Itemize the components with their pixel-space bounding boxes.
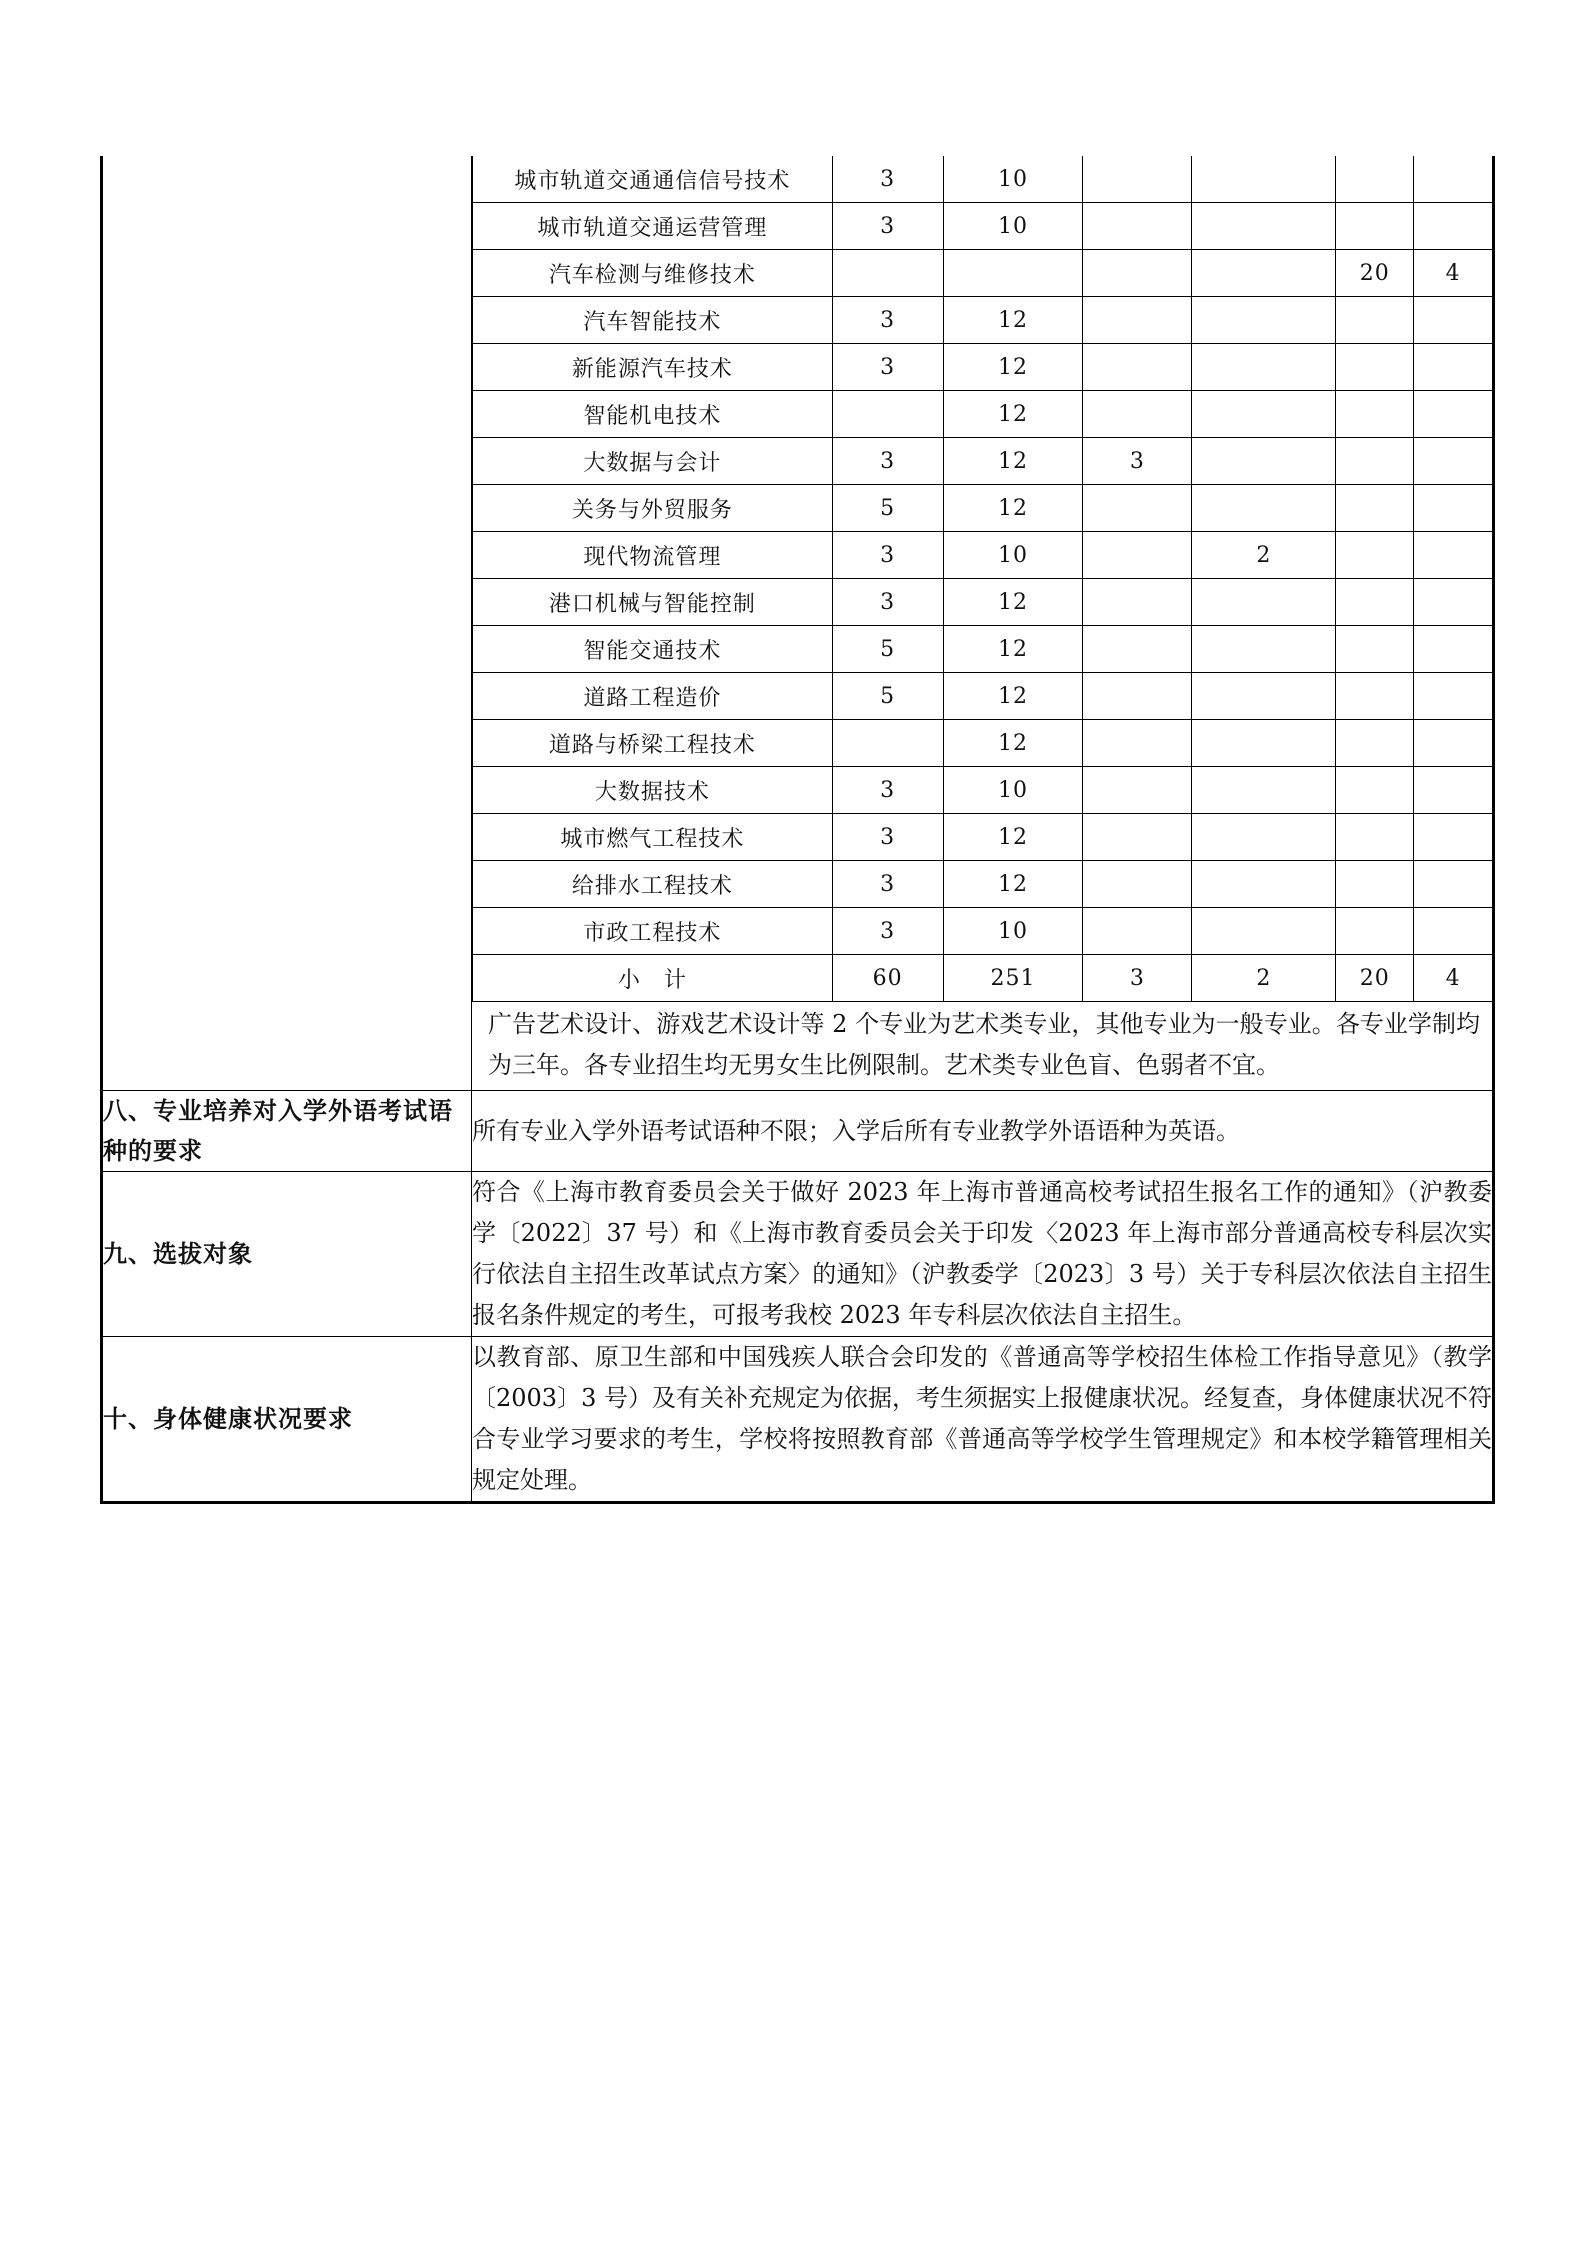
quota-cell: 3 — [832, 908, 943, 955]
major-name-cell: 汽车检测与维修技术 — [473, 250, 833, 297]
quota-cell — [1414, 485, 1492, 532]
quota-cell — [1192, 485, 1336, 532]
quota-cell — [1336, 203, 1414, 250]
quota-cell — [1414, 720, 1492, 767]
quota-cell — [1192, 391, 1336, 438]
major-name-cell: 汽车智能技术 — [473, 297, 833, 344]
quota-cell: 3 — [832, 203, 943, 250]
quota-cell — [1083, 485, 1192, 532]
major-name-cell: 城市燃气工程技术 — [473, 814, 833, 861]
quota-cell: 5 — [832, 485, 943, 532]
quota-cell — [1336, 767, 1414, 814]
table-row — [473, 955, 1493, 1002]
quota-cell: 3 — [1083, 955, 1192, 1002]
major-name-cell: 智能机电技术 — [473, 391, 833, 438]
table-row — [473, 297, 1493, 344]
quota-cell — [1414, 861, 1492, 908]
major-name-cell: 市政工程技术 — [473, 908, 833, 955]
major-name-cell: 大数据与会计 — [473, 438, 833, 485]
quota-cell — [1083, 156, 1192, 203]
section-text-10: 以教育部、原卫生部和中国残疾人联合会印发的《普通高等学校招生体检工作指导意见》（教学〔2003〕3 号）及有关补充规定为依据，考生须据实上报健康状况。经复查，身体健康状况不符合专业学习要求的考生，学校将按照教育部《普通高等学校学生管理规定》和本校学籍管理相关规定处理。 — [472, 1337, 1494, 1503]
document-page — [100, 156, 1492, 1504]
quota-cell: 3 — [832, 579, 943, 626]
quota-cell — [1414, 908, 1492, 955]
majors-row — [102, 156, 1494, 1091]
admission-info-table — [100, 156, 1495, 1504]
quota-cell — [1083, 814, 1192, 861]
quota-cell — [1083, 344, 1192, 391]
quota-cell: 2 — [1192, 532, 1336, 579]
major-name-cell: 大数据技术 — [473, 767, 833, 814]
quota-cell — [1192, 344, 1336, 391]
quota-cell — [1336, 814, 1414, 861]
quota-cell: 5 — [832, 626, 943, 673]
quota-cell: 3 — [832, 814, 943, 861]
quota-cell — [1414, 156, 1492, 203]
section-row-10 — [102, 1337, 1494, 1503]
table-row — [473, 673, 1493, 720]
majors-right-cell — [472, 156, 1494, 1091]
quota-cell — [1414, 203, 1492, 250]
quota-cell: 60 — [832, 955, 943, 1002]
table-row — [473, 861, 1493, 908]
quota-cell: 10 — [943, 203, 1083, 250]
quota-cell — [1083, 626, 1192, 673]
quota-cell — [1336, 344, 1414, 391]
major-name-cell: 道路工程造价 — [473, 673, 833, 720]
quota-cell — [1083, 908, 1192, 955]
quota-cell — [1414, 579, 1492, 626]
quota-cell — [1083, 767, 1192, 814]
quota-cell — [1192, 438, 1336, 485]
quota-cell — [1414, 438, 1492, 485]
quota-cell: 5 — [832, 673, 943, 720]
quota-cell — [1192, 250, 1336, 297]
quota-cell — [1083, 297, 1192, 344]
table-row — [473, 908, 1493, 955]
quota-cell: 12 — [943, 861, 1083, 908]
major-name-cell: 给排水工程技术 — [473, 861, 833, 908]
majors-left-cell — [102, 156, 472, 1091]
section-label-9: 九、选拔对象 — [102, 1172, 472, 1337]
section-text-8: 所有专业入学外语考试语种不限；入学后所有专业教学外语语种为英语。 — [472, 1091, 1494, 1172]
quota-cell — [1083, 673, 1192, 720]
quota-cell: 3 — [832, 861, 943, 908]
quota-cell: 20 — [1336, 955, 1414, 1002]
major-name-cell: 新能源汽车技术 — [473, 344, 833, 391]
table-row — [473, 532, 1493, 579]
quota-cell — [1192, 908, 1336, 955]
quota-cell: 12 — [943, 344, 1083, 391]
quota-cell — [1414, 344, 1492, 391]
major-name-cell: 城市轨道交通运营管理 — [473, 203, 833, 250]
quota-cell — [1083, 579, 1192, 626]
quota-cell: 12 — [943, 485, 1083, 532]
quota-cell — [1083, 391, 1192, 438]
quota-cell — [1336, 532, 1414, 579]
quota-cell — [832, 250, 943, 297]
quota-cell: 3 — [832, 156, 943, 203]
section-label-10: 十、身体健康状况要求 — [102, 1337, 472, 1503]
quota-cell — [1192, 861, 1336, 908]
quota-cell — [1083, 532, 1192, 579]
quota-cell: 12 — [943, 391, 1083, 438]
quota-cell: 10 — [943, 532, 1083, 579]
quota-cell — [832, 391, 943, 438]
table-row — [473, 720, 1493, 767]
quota-cell — [1414, 673, 1492, 720]
quota-cell — [1192, 297, 1336, 344]
table-row — [473, 391, 1493, 438]
quota-cell — [1336, 485, 1414, 532]
major-name-cell: 小 计 — [473, 955, 833, 1002]
quota-cell — [1192, 626, 1336, 673]
quota-cell: 12 — [943, 297, 1083, 344]
quota-cell — [943, 250, 1083, 297]
quota-cell — [1336, 156, 1414, 203]
table-row — [473, 203, 1493, 250]
major-name-cell: 道路与桥梁工程技术 — [473, 720, 833, 767]
quota-cell — [1336, 626, 1414, 673]
quota-cell: 12 — [943, 438, 1083, 485]
quota-cell: 3 — [832, 532, 943, 579]
table-row — [473, 767, 1493, 814]
quota-cell: 10 — [943, 156, 1083, 203]
table-row — [473, 438, 1493, 485]
section-label-8: 八、专业培养对入学外语考试语种的要求 — [102, 1091, 472, 1172]
section-text-9: 符合《上海市教育委员会关于做好 2023 年上海市普通高校考试招生报名工作的通知》（沪教委学〔2022〕37 号）和《上海市教育委员会关于印发〈2023 年上海市部分普通高校专科层次实行依法自主招生改革试点方案〉的通知》（沪教委学〔2023〕3 号）关于专科层次依法自主招生报名条件规定的考生，可报考我校 2023 年专科层次依法自主招生。 — [472, 1172, 1494, 1337]
quota-cell — [1414, 814, 1492, 861]
quota-cell — [1336, 908, 1414, 955]
quota-cell — [1192, 720, 1336, 767]
quota-cell — [1336, 673, 1414, 720]
major-name-cell: 城市轨道交通通信信号技术 — [473, 156, 833, 203]
quota-cell: 10 — [943, 908, 1083, 955]
quota-cell: 3 — [832, 767, 943, 814]
quota-cell — [1192, 814, 1336, 861]
quota-cell: 3 — [1083, 438, 1192, 485]
quota-cell: 12 — [943, 673, 1083, 720]
quota-cell: 20 — [1336, 250, 1414, 297]
quota-cell — [1414, 626, 1492, 673]
quota-cell — [1192, 203, 1336, 250]
table-row — [473, 250, 1493, 297]
section-row-8 — [102, 1091, 1494, 1172]
quota-cell: 251 — [943, 955, 1083, 1002]
table-row — [473, 814, 1493, 861]
quota-cell: 2 — [1192, 955, 1336, 1002]
major-name-cell: 智能交通技术 — [473, 626, 833, 673]
quota-cell — [1414, 767, 1492, 814]
section-row-9 — [102, 1172, 1494, 1337]
quota-cell — [1192, 767, 1336, 814]
quota-cell: 3 — [832, 344, 943, 391]
quota-cell: 4 — [1414, 250, 1492, 297]
quota-cell — [832, 720, 943, 767]
quota-cell: 12 — [943, 814, 1083, 861]
quota-cell: 3 — [832, 297, 943, 344]
majors-note: 广告艺术设计、游戏艺术设计等 2 个专业为艺术类专业，其他专业为一般专业。各专业学制均为三年。各专业招生均无男女生比例限制。艺术类专业色盲、色弱者不宜。 — [488, 1010, 1480, 1079]
quota-cell — [1414, 391, 1492, 438]
quota-cell — [1336, 579, 1414, 626]
table-row — [473, 156, 1493, 203]
quota-cell — [1414, 532, 1492, 579]
quota-cell — [1083, 250, 1192, 297]
table-row — [473, 626, 1493, 673]
quota-cell: 12 — [943, 720, 1083, 767]
quota-cell — [1192, 156, 1336, 203]
table-row — [473, 344, 1493, 391]
quota-cell: 3 — [832, 438, 943, 485]
quota-cell — [1336, 720, 1414, 767]
quota-cell: 12 — [943, 579, 1083, 626]
table-row — [473, 579, 1493, 626]
quota-cell — [1414, 297, 1492, 344]
quota-cell — [1336, 297, 1414, 344]
quota-cell: 10 — [943, 767, 1083, 814]
quota-cell: 4 — [1414, 955, 1492, 1002]
quota-cell — [1192, 673, 1336, 720]
majors-quota-table — [472, 156, 1492, 1002]
quota-cell — [1083, 720, 1192, 767]
quota-cell — [1336, 391, 1414, 438]
major-name-cell: 港口机械与智能控制 — [473, 579, 833, 626]
major-name-cell: 现代物流管理 — [473, 532, 833, 579]
major-name-cell: 关务与外贸服务 — [473, 485, 833, 532]
quota-cell — [1083, 203, 1192, 250]
table-row — [473, 485, 1493, 532]
quota-cell — [1083, 861, 1192, 908]
quota-cell: 12 — [943, 626, 1083, 673]
quota-cell — [1336, 861, 1414, 908]
quota-cell — [1192, 579, 1336, 626]
quota-cell — [1336, 438, 1414, 485]
